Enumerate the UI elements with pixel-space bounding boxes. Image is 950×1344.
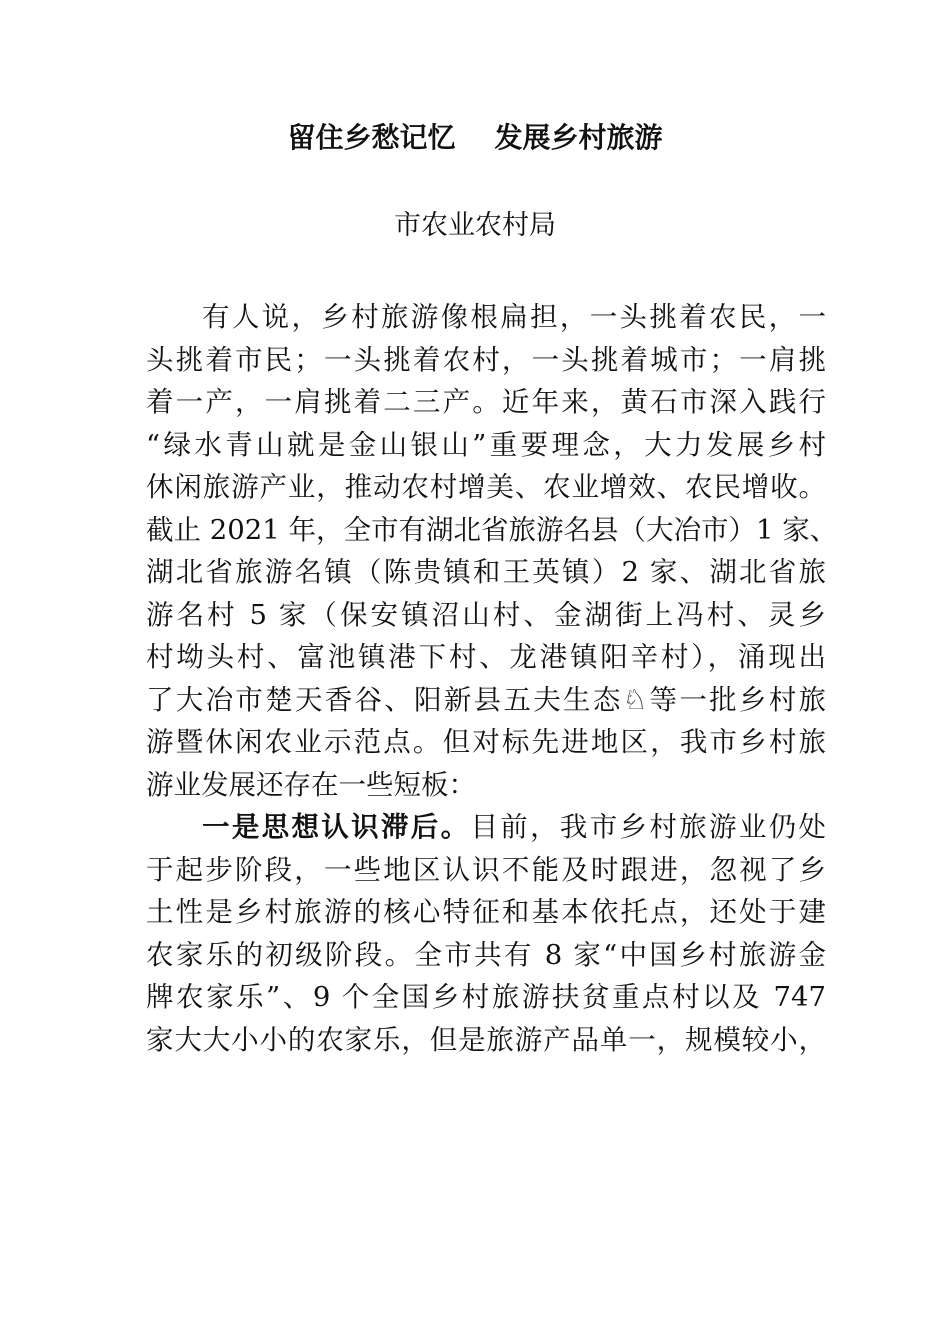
paragraph-line: 着一产，一肩挑着二三产。近年来，黄石市深入践行 (146, 386, 826, 418)
paragraph-line: “绿水青山就是金山银山”重要理念，大力发展乡村 (146, 428, 826, 461)
paragraph-2 (146, 806, 826, 1061)
paragraph-lead-heading: 一是思想认识滞后。 (202, 811, 471, 843)
paragraph-line: 休闲旅游产业，推动农村增美、农业增效、农民增收。 (146, 471, 826, 503)
paragraph-line: 于起步阶段，一些地区认识不能及时跟进，忽视了乡 (146, 853, 826, 886)
paragraph-1 (146, 296, 838, 806)
paragraph-line: 截止 2021 年，全市有湖北省旅游名县（大冶市）1 家、 (146, 513, 838, 546)
document-author: 市农业农村局 (394, 210, 556, 241)
paragraph-line: 牌农家乐”、9 个全国乡村旅游扶贫重点村以及 747 (146, 981, 826, 1013)
paragraph-line: 土性是乡村旅游的核心特征和基本依托点，还处于建 (146, 896, 826, 928)
paragraph-line: 有人说，乡村旅游像根扁担，一头挑着农民，一 (202, 301, 826, 333)
paragraph-line: 游名村 5 家（保安镇沼山村、金湖街上冯村、灵乡 (146, 598, 826, 631)
paragraph-line: 村坳头村、富池镇港下村、龙港镇阳辛村），涌现出 (146, 641, 826, 673)
paragraph-line: 了大冶市楚天香谷、阳新县五夫生态♘等一批乡村旅 (146, 683, 826, 716)
paragraph-line: 家大大小小的农家乐，但是旅游产品单一，规模较小， (146, 1023, 826, 1056)
paragraph-line-rest: 目前，我市乡村旅游业仍处 (470, 811, 827, 843)
paragraph-line: 湖北省旅游名镇（陈贵镇和王英镇）2 家、湖北省旅 (146, 556, 826, 588)
paragraph-line: 游业发展还存在一些短板： (146, 768, 476, 801)
document-title: 留住乡愁记忆 发展乡村旅游 (287, 121, 663, 154)
document-body (146, 296, 838, 1061)
paragraph-line: 农家乐的初级阶段。全市共有 8 家“中国乡村旅游金 (146, 938, 826, 971)
paragraph-line: 头挑着市民；一头挑着农村，一头挑着城市；一肩挑 (146, 343, 826, 376)
paragraph-line: 游暨休闲农业示范点。但对标先进地区，我市乡村旅 (146, 726, 826, 758)
paragraph-first-line (146, 806, 826, 849)
